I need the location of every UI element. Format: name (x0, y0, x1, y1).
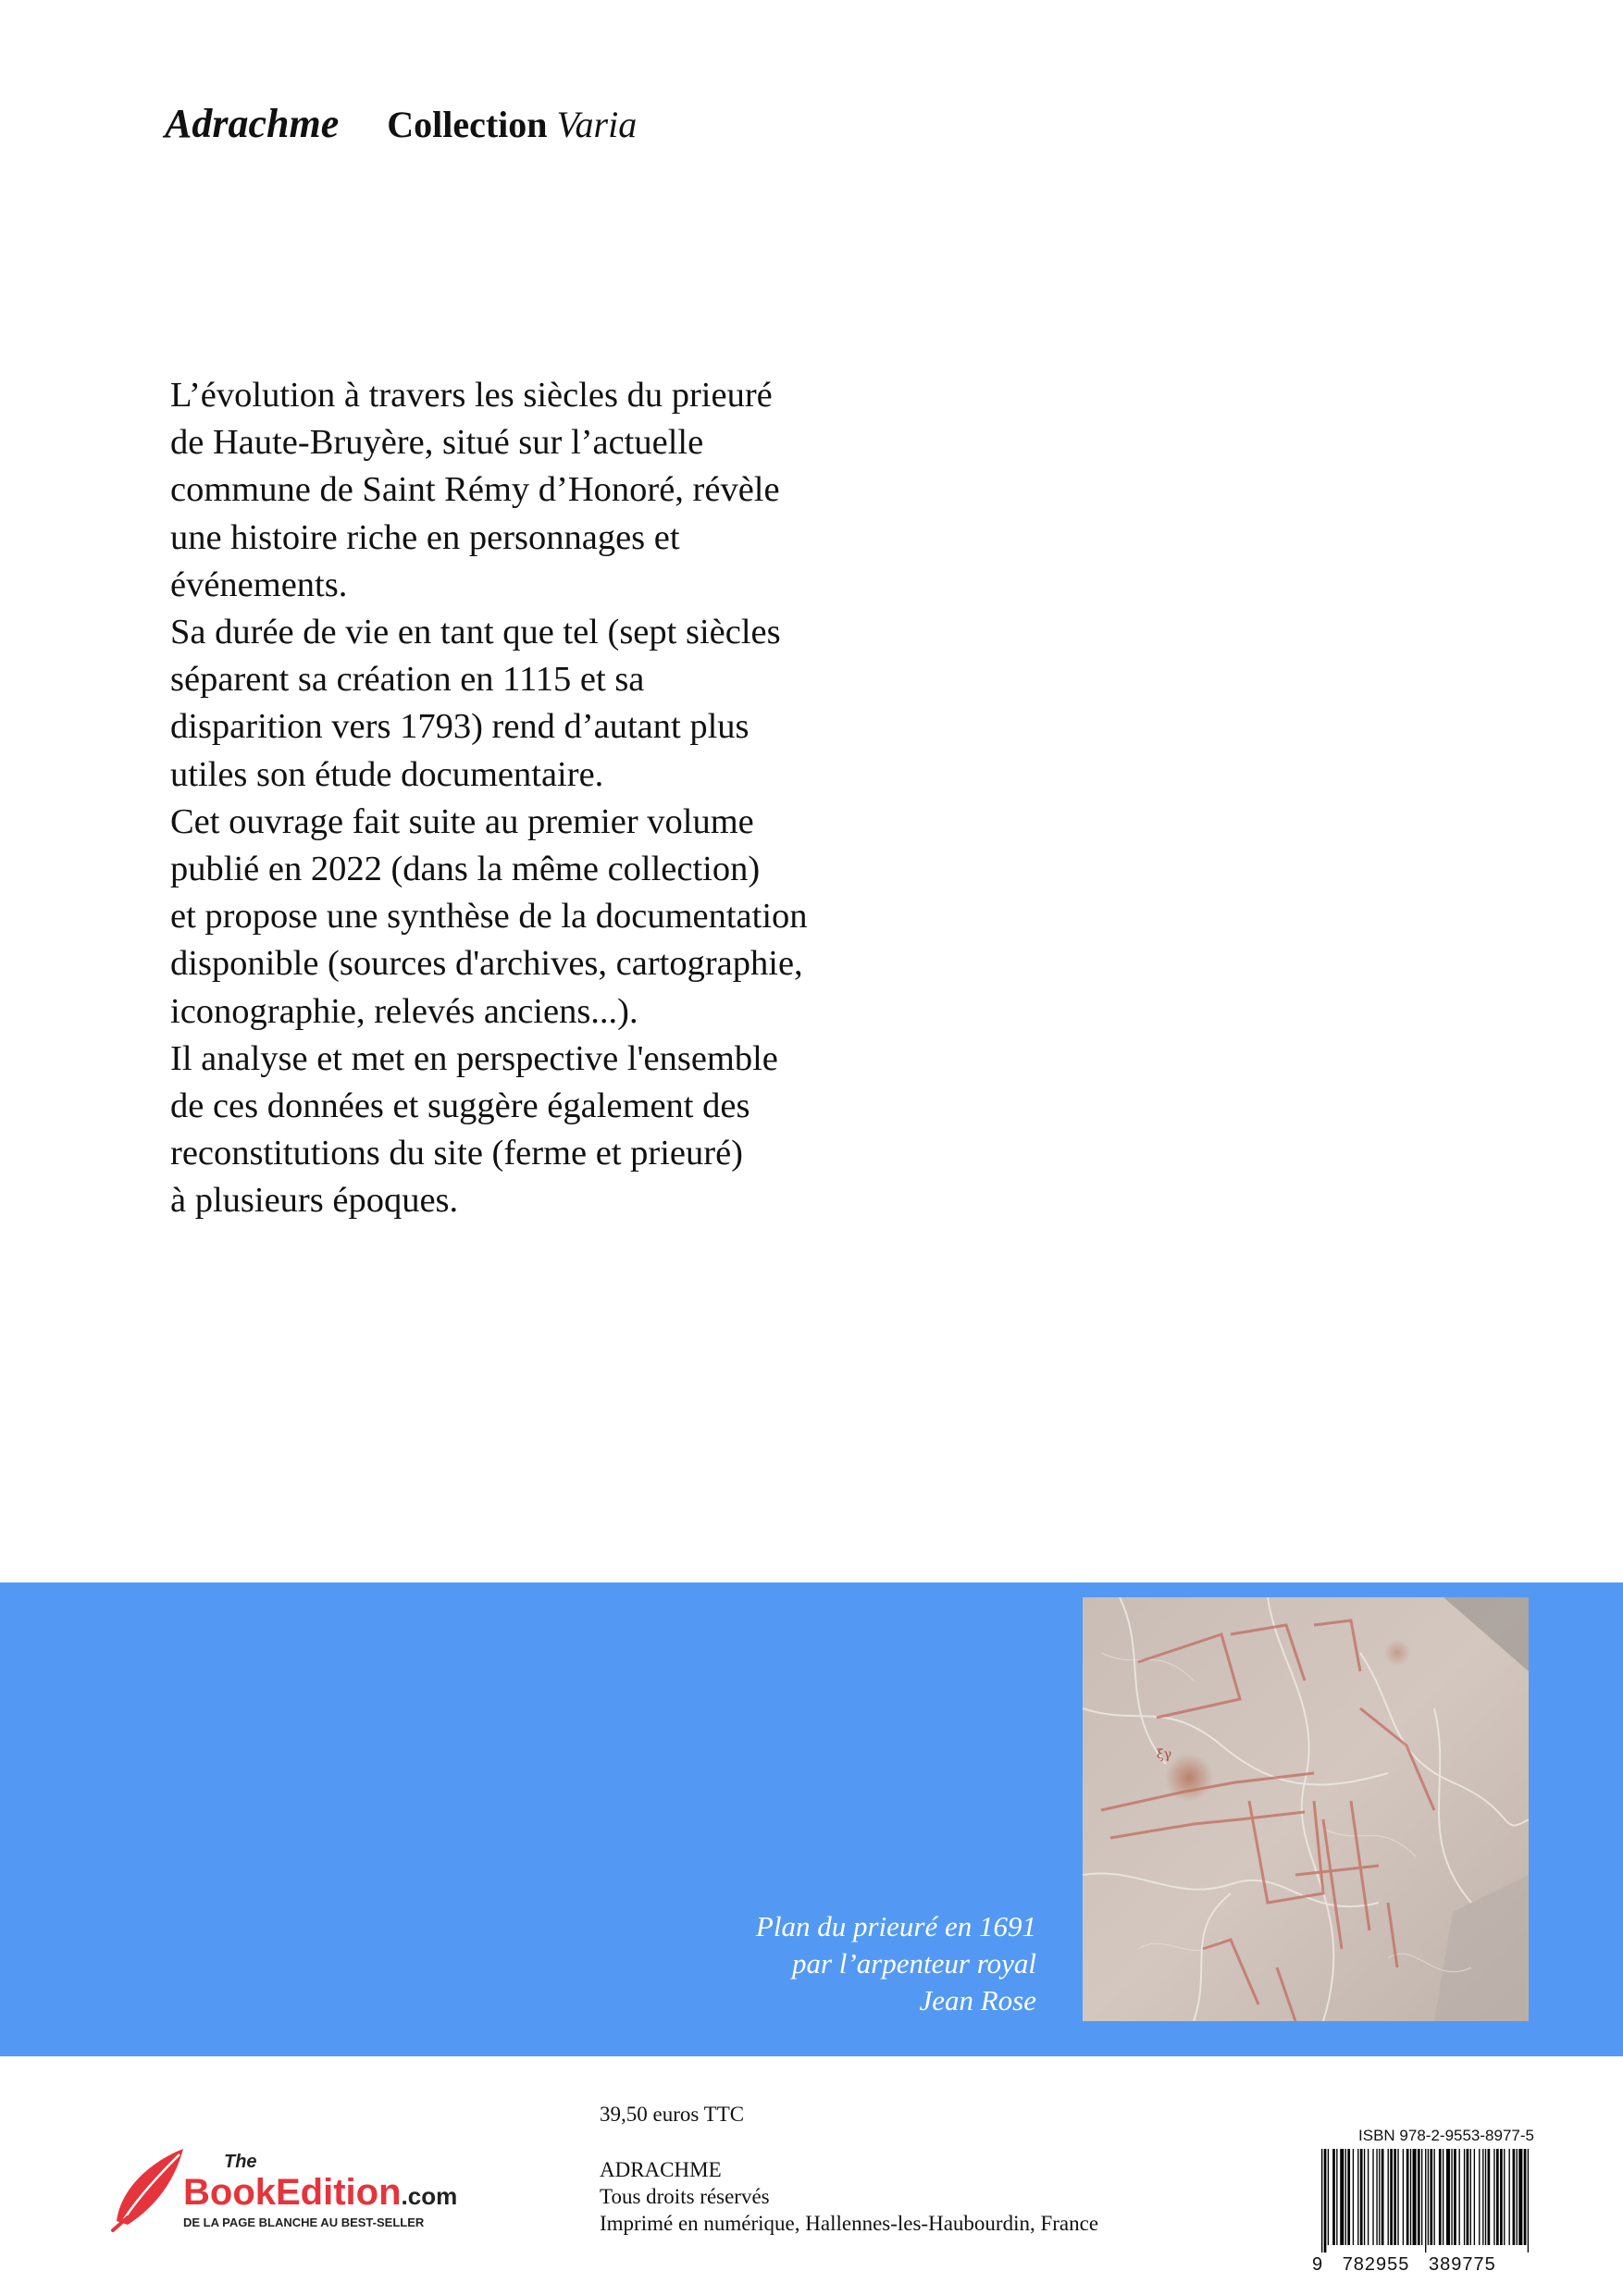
barcode-bar (1500, 2149, 1503, 2245)
blurb-line: disponible (sources d'archives, cartographie, (170, 944, 803, 984)
barcode-bar (1340, 2149, 1344, 2245)
barcode-bar (1464, 2149, 1465, 2245)
barcode-digits-left: 782955 (1342, 2254, 1410, 2275)
publisher-upper: ADRACHME (600, 2158, 722, 2181)
blurb-line: événements. (170, 565, 348, 604)
barcode-bar (1376, 2149, 1377, 2245)
barcode-bar (1321, 2149, 1322, 2253)
blurb-line: une histoire riche en personnages et (170, 517, 680, 557)
printed-line: Imprimé en numérique, Hallennes-les-Haubourdin, France (600, 2212, 1099, 2235)
barcode-bar (1336, 2149, 1337, 2245)
rights-line: Tous droits réservés (600, 2185, 770, 2208)
blurb-line: utiles son étude documentaire. (170, 754, 604, 794)
barcode-bar (1388, 2149, 1389, 2245)
barcode-bar (1381, 2149, 1384, 2245)
barcode-bar (1470, 2149, 1471, 2245)
collection-header (165, 100, 637, 147)
barcode-bar (1528, 2149, 1529, 2253)
barcode-bar (1418, 2149, 1420, 2245)
barcode-digits-right: 389775 (1429, 2254, 1496, 2275)
barcode-bar (1394, 2149, 1396, 2245)
logo-brand-part-b: n (378, 2172, 402, 2213)
blurb-line: iconographie, relevés anciens...). (170, 991, 638, 1031)
barcode-bar (1446, 2149, 1450, 2245)
barcode-bar (1353, 2149, 1354, 2245)
barcode-bar (1451, 2149, 1452, 2245)
blurb-line: publié en 2022 (dans la même collection) (170, 850, 761, 889)
barcode-bar (1439, 2149, 1442, 2245)
blurb-line: disparition vers 1793) rend d’autant plus (170, 707, 750, 747)
caption-line: Jean Rose (919, 1984, 1036, 2017)
blurb-line: et propose une synthèse de la documentation (170, 897, 808, 937)
barcode-bar (1428, 2149, 1429, 2245)
blurb-line: de ces données et suggère également des (170, 1086, 750, 1126)
caption-line: Plan du prieuré en 1691 (755, 1910, 1036, 1942)
priory-plan-photo (1083, 1597, 1529, 2021)
barcode-bar (1364, 2149, 1365, 2245)
barcode-bar (1493, 2149, 1494, 2245)
logo-domain: .com (401, 2182, 458, 2210)
barcode-bar (1347, 2149, 1350, 2245)
barcode-bar (1368, 2149, 1369, 2245)
barcode-bar (1357, 2149, 1358, 2245)
barcode-bar (1332, 2149, 1335, 2245)
publisher-name: Adrachme (165, 101, 340, 146)
barcode-bar (1488, 2149, 1491, 2245)
barcode-bar (1479, 2149, 1480, 2245)
barcode-bar (1485, 2149, 1486, 2245)
barcode-bar (1509, 2149, 1510, 2245)
photo-caption (555, 1908, 1036, 2019)
barcode-bar (1524, 2149, 1527, 2245)
barcode-bar (1467, 2149, 1469, 2245)
logo-the: The (224, 2152, 257, 2172)
barcode-bar (1413, 2149, 1417, 2245)
price: 39,50 euros TTC (600, 2103, 745, 2126)
blurb-line: reconstitutions du site (ferme et prieuré) (170, 1134, 743, 1173)
logo-brand (183, 2172, 457, 2213)
sketch-mark: ξγ (1157, 1747, 1172, 1762)
barcode-bar (1379, 2149, 1380, 2245)
barcode-bar (1496, 2149, 1499, 2245)
barcode-bar (1328, 2149, 1329, 2245)
blurb-line: Il analyse et met en perspective l'ensemble (170, 1038, 778, 1078)
quill-icon (113, 2149, 183, 2230)
barcode-bar (1434, 2149, 1435, 2245)
barcode-bar (1324, 2149, 1327, 2253)
barcode-digit-first: 9 (1312, 2254, 1324, 2275)
bookedition-logo-svg (111, 2140, 518, 2234)
collection-name: Varia (556, 104, 638, 145)
blurb-line: Sa durée de vie en tant que tel (sept siècles (170, 613, 781, 652)
isbn-text: ISBN 978-2-9553-8977-5 (1358, 2127, 1534, 2144)
barcode-bar (1397, 2149, 1398, 2245)
barcode-bar (1513, 2149, 1516, 2245)
barcode-bar (1454, 2149, 1456, 2245)
back-cover-blurb (170, 372, 929, 1225)
barcode-bar (1410, 2149, 1411, 2245)
collection-label: Collection (387, 104, 548, 145)
blurb-line: séparent sa création en 1115 et sa (170, 660, 645, 700)
barcode-bar (1518, 2149, 1522, 2245)
barcode-bar (1482, 2149, 1483, 2245)
blurb-line: à plusieurs époques. (170, 1181, 459, 1221)
blurb-line: commune de Saint Rémy d’Honoré, révèle (170, 470, 780, 510)
barcode-bar (1403, 2149, 1404, 2245)
barcode-bar (1474, 2149, 1475, 2245)
barcode-digits (1312, 2254, 1534, 2276)
barcode-bar (1425, 2149, 1426, 2253)
barcode-bar (1360, 2149, 1363, 2245)
barcode-bar (1421, 2149, 1422, 2245)
barcode-bar (1406, 2149, 1409, 2245)
barcode-bar (1504, 2149, 1505, 2245)
priory-plan-sketch (1083, 1597, 1529, 2021)
barcode-bar (1517, 2149, 1518, 2245)
barcode-bar (1430, 2149, 1432, 2245)
isbn-barcode (1312, 2127, 1534, 2284)
blurb-line: Cet ouvrage fait suite au premier volume (170, 801, 754, 841)
blurb-line: de Haute-Bruyère, situé sur l’actuelle (170, 423, 704, 463)
barcode-bar (1345, 2149, 1346, 2245)
logo-brand-o: o (355, 2172, 379, 2213)
barcode-bar (1459, 2149, 1460, 2245)
bookedition-logo (111, 2140, 518, 2234)
caption-line: par l’arpenteur royal (791, 1947, 1036, 1980)
publisher-info (600, 2156, 1098, 2237)
barcode-bar (1372, 2149, 1373, 2245)
logo-brand-part-a: BookEditi (183, 2172, 356, 2213)
logo-tagline: DE LA PAGE BLANCHE AU BEST-SELLER (183, 2215, 425, 2229)
barcode-bar (1390, 2149, 1393, 2245)
barcode-bars (1321, 2149, 1534, 2253)
blurb-line: L’évolution à travers les siècles du prieuré (170, 376, 773, 415)
